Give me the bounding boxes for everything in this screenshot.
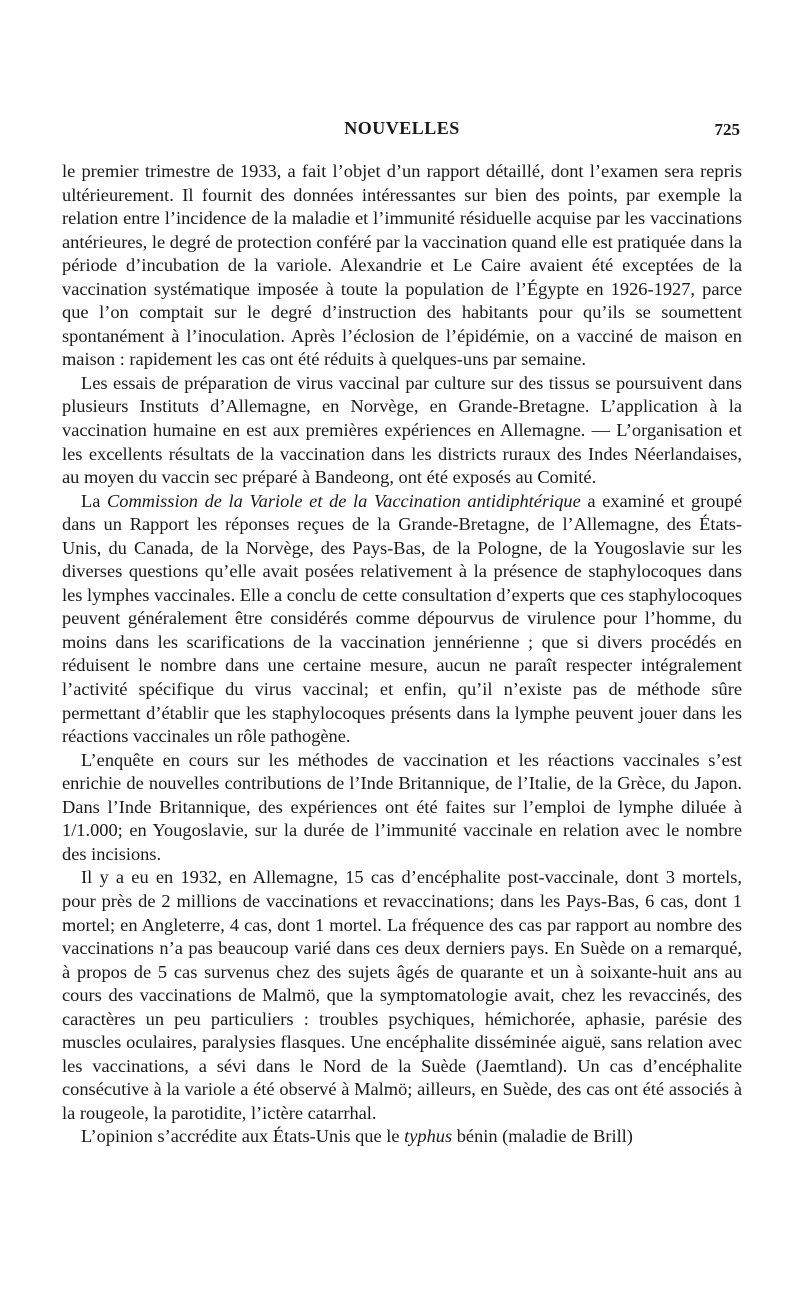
document-page — [62, 118, 742, 1149]
paragraph-1: le premier trimestre de 1933, a fait l’objet d’un rapport détaillé, dont l’examen sera repris ultérieurement. Il fournit des données intéressantes sur bien des points, par exemple la relation entre l’incidence de la maladie et l’immunité résiduelle acquise par les vaccinations antérieures, le degré de protection conféré par la vaccination quand elle est pratiquée dans la période d’incubation de la variole. Alexandrie et Le Caire avaient été exceptées de la vaccination systématique imposée à toute la population de l’Égypte en 1926-1927, parce que l’on comptait sur le degré d’instruction des habitants pour qu’ils se soumettent spontanément à l’inoculation. Après l’éclosion de l’épidémie, on a vacciné de maison en maison : rapidement les cas ont été réduits à quelques-uns par semaine. — [62, 161, 742, 370]
paragraph-3-lead: La — [81, 490, 108, 511]
body-text — [62, 160, 742, 1149]
paragraph-3 — [62, 490, 742, 749]
paragraph-6 — [62, 1125, 742, 1149]
paragraph-5: Il y a eu en 1932, en Allemagne, 15 cas d’encéphalite post-vaccinale, dont 3 mortels, pour près de 2 millions de vaccinations et revaccinations; dans les Pays-Bas, 6 cas, dont 1 mortel; en Angleterre, 4 cas, dont 1 mortel. La fréquence des cas par rapport au nombre des vaccinations n’a pas beaucoup varié dans ces deux derniers pays. En Suède on a remarqué, à propos de 5 cas survenus chez des sujets âgés de quarante et un à soixante-huit ans au cours des vaccinations de Malmö, que la symptomatologie avait, chez les revaccinés, des caractères un peu particuliers : troubles psychiques, hémichorée, aphasie, parésie des muscles oculaires, paralysies flasques. Une encéphalite disséminée aiguë, sans relation avec les vaccinations, a sévi dans le Nord de la Suède (Jaemtland). Un cas d’encéphalite consécutive à la variole a été observé à Malmö; ailleurs, en Suède, des cas ont été associés à la rougeole, la parotidite, l’ictère catarrhal. — [62, 867, 742, 1123]
typhus-term: typhus — [404, 1126, 453, 1147]
paragraph-4: L’enquête en cours sur les méthodes de vaccination et les réactions vaccinales s’est enrichie de nouvelles contributions de l’Inde Britannique, de l’Italie, de la Grèce, du Japon. Dans l’Inde Britannique, des expériences ont été faites sur l’emploi de lymphe diluée à 1/1.000; en Yougoslavie, sur la durée de l’immunité vaccinale en relation avec le nombre des incisions. — [62, 749, 742, 864]
page-number: 725 — [714, 120, 740, 139]
paragraph-6-body: bénin (maladie de Brill) — [452, 1126, 633, 1147]
running-header — [62, 118, 742, 146]
commission-title: Commission de la Variole et de la Vaccination antidiphtérique — [107, 490, 581, 511]
paragraph-3-body: a examiné et groupé dans un Rapport les réponses reçues de la Grande-Bretagne, de l’Allemagne, des États-Unis, du Canada, de la Norvège, des Pays-Bas, de la Pologne, de la Yougoslavie sur les diverses questions qu’elle avait posées relativement à la présence de staphylocoques dans les lymphes vaccinales. Elle a conclu de cette consultation d’experts que ces staphylocoques peuvent généralement être considérés comme dépourvus de virulence pour l’homme, du moins dans les scarifications de la vaccination jennérienne ; que si divers procédés en réduisent le nombre dans une certaine mesure, aucun ne paraît respecter intégralement l’activité spécifique du virus vaccinal; et enfin, qu’il n’existe pas de méthode sûre permettant d’établir que les staphylocoques présents dans la lymphe peuvent jouer dans les réactions vaccinales un rôle pathogène. — [62, 490, 743, 747]
running-title: NOUVELLES — [344, 118, 460, 138]
paragraph-2: Les essais de préparation de virus vaccinal par culture sur des tissus se poursuivent dans plusieurs Instituts d’Allemagne, en Norvège, en Grande-Bretagne. L’application à la vaccination humaine en est aux premières expériences en Allemagne. — L’organisation et les excellents résultats de la vaccination dans les districts ruraux des Indes Néerlandaises, au moyen du vaccin sec préparé à Bandeong, ont été exposés au Comité. — [62, 372, 742, 488]
paragraph-6-lead: L’opinion s’accrédite aux États-Unis que le — [81, 1126, 405, 1147]
